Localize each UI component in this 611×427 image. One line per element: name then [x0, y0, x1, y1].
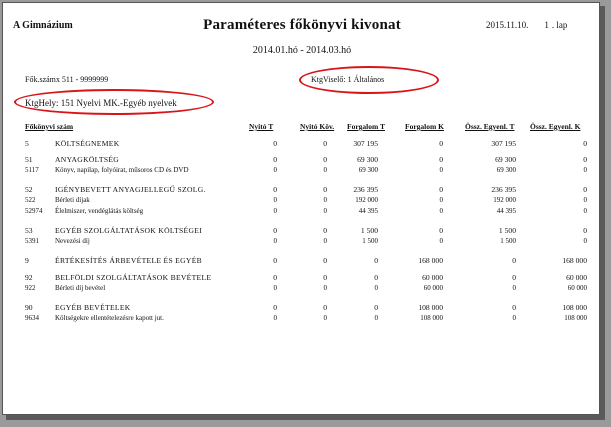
account-name: Nevezési díj	[55, 237, 90, 245]
group-row	[25, 256, 587, 267]
amount-cell: 60 000	[422, 273, 443, 282]
amount-cell: 236 395	[353, 185, 378, 194]
account-range-filter: Fők.számx 511 - 9999999	[25, 75, 109, 84]
amount-cell: 236 395	[491, 185, 516, 194]
print-date: 2015.11.10.	[486, 20, 529, 30]
account-code: 90	[25, 303, 33, 312]
amount-cell: 0	[583, 166, 587, 174]
amount-cell: 0	[273, 284, 277, 292]
amount-cell: 0	[273, 226, 277, 235]
amount-cell: 0	[273, 196, 277, 204]
account-name: IGÉNYBEVETT ANYAGJELLEGŰ SZOLG.	[55, 185, 206, 194]
amount-cell: 69 300	[496, 166, 516, 174]
amount-cell: 0	[323, 185, 327, 194]
account-code: 9634	[25, 314, 39, 322]
amount-cell: 0	[583, 155, 587, 164]
account-row	[25, 284, 587, 295]
amount-cell: 0	[512, 303, 516, 312]
account-code: 522	[25, 196, 36, 204]
amount-cell: 168 000	[418, 256, 443, 265]
col-turnover-debit: Forgalom T	[347, 122, 385, 131]
report-title: Paraméteres főkönyvi kivonat	[203, 17, 401, 33]
report-period: 2014.01.hó - 2014.03.hó	[252, 45, 352, 56]
amount-cell: 0	[323, 139, 327, 148]
amount-cell: 0	[323, 314, 327, 322]
amount-cell: 0	[273, 207, 277, 215]
amount-cell: 0	[512, 273, 516, 282]
amount-cell: 0	[323, 196, 327, 204]
account-code: 9	[25, 256, 29, 265]
amount-cell: 108 000	[420, 314, 443, 322]
account-name: Könyv, napilap, folyóirat, műsoros CD és DVD	[55, 166, 189, 174]
amount-cell: 1 500	[500, 237, 516, 245]
account-name: EGYÉB BEVÉTELEK	[55, 303, 131, 312]
amount-cell: 1 500	[360, 226, 378, 235]
page-number: 1	[544, 20, 549, 30]
amount-cell: 0	[512, 314, 516, 322]
amount-cell: 0	[439, 155, 443, 164]
amount-cell: 0	[323, 256, 327, 265]
account-row	[25, 314, 587, 325]
account-code: 53	[25, 226, 33, 235]
account-code: 52974	[25, 207, 43, 215]
amount-cell: 192 000	[493, 196, 516, 204]
amount-cell: 0	[323, 155, 327, 164]
organization-name: A Gimnázium	[13, 20, 73, 31]
amount-cell: 0	[323, 166, 327, 174]
account-name: KÖLTSÉGNEMEK	[55, 139, 120, 148]
group-row	[25, 226, 587, 237]
account-code: 5117	[25, 166, 39, 174]
amount-cell: 0	[273, 139, 277, 148]
account-name: Bérleti díjak	[55, 196, 90, 204]
col-opening-credit: Nyitó Köv.	[300, 122, 335, 131]
amount-cell: 69 300	[495, 155, 516, 164]
amount-cell: 0	[439, 196, 443, 204]
account-name: ÉRTÉKESÍTÉS ÁRBEVÉTELE ÉS EGYÉB	[55, 256, 202, 265]
amount-cell: 44 395	[496, 207, 516, 215]
amount-cell: 0	[439, 139, 443, 148]
amount-cell: 0	[583, 237, 587, 245]
account-row	[25, 207, 587, 218]
amount-cell: 0	[323, 284, 327, 292]
amount-cell: 0	[273, 256, 277, 265]
amount-cell: 0	[273, 166, 277, 174]
amount-cell: 0	[583, 226, 587, 235]
amount-cell: 0	[374, 284, 378, 292]
page-label: . lap	[551, 20, 568, 30]
amount-cell: 0	[439, 226, 443, 235]
cost-center-highlight-oval	[14, 89, 214, 115]
amount-cell: 0	[374, 314, 378, 322]
account-code: 51	[25, 155, 33, 164]
report-page	[2, 2, 600, 415]
account-name: BELFÖLDI SZOLGÁLTATÁSOK BEVÉTELE	[55, 273, 212, 282]
amount-cell: 1 500	[498, 226, 516, 235]
amount-cell: 1 500	[362, 237, 378, 245]
amount-cell: 0	[273, 303, 277, 312]
amount-cell: 0	[583, 139, 587, 148]
account-name: Költségekre ellentételezésre kapott jut.	[55, 314, 164, 322]
page-shadow-right	[600, 6, 605, 419]
amount-cell: 168 000	[562, 256, 587, 265]
amount-cell: 0	[439, 166, 443, 174]
group-row	[25, 155, 587, 166]
amount-cell: 307 195	[353, 139, 378, 148]
amount-cell: 0	[583, 207, 587, 215]
amount-cell: 0	[512, 284, 516, 292]
group-row	[25, 139, 587, 150]
amount-cell: 0	[323, 273, 327, 282]
account-code: 922	[25, 284, 36, 292]
amount-cell: 0	[374, 273, 378, 282]
amount-cell: 0	[323, 237, 327, 245]
amount-cell: 0	[439, 207, 443, 215]
amount-cell: 108 000	[562, 303, 587, 312]
amount-cell: 0	[439, 185, 443, 194]
group-row	[25, 185, 587, 196]
amount-cell: 0	[273, 273, 277, 282]
amount-cell: 0	[273, 185, 277, 194]
account-row	[25, 166, 587, 177]
cost-bearer-highlight-oval	[299, 66, 439, 94]
amount-cell: 0	[374, 303, 378, 312]
page-shadow-bottom	[6, 415, 605, 420]
amount-cell: 0	[323, 303, 327, 312]
account-code: 92	[25, 273, 33, 282]
amount-cell: 69 300	[358, 166, 378, 174]
account-row	[25, 237, 587, 248]
account-name: ANYAGKÖLTSÉG	[55, 155, 120, 164]
amount-cell: 0	[374, 256, 378, 265]
amount-cell: 108 000	[418, 303, 443, 312]
group-row	[25, 273, 587, 284]
amount-cell: 307 195	[491, 139, 516, 148]
amount-cell: 60 000	[567, 284, 587, 292]
amount-cell: 0	[583, 196, 587, 204]
amount-cell: 0	[273, 155, 277, 164]
amount-cell: 69 300	[357, 155, 378, 164]
col-opening-debit: Nyitó T	[249, 122, 274, 131]
account-name: EGYÉB SZOLGÁLTATÁSOK KÖLTSÉGEI	[55, 226, 203, 235]
account-code: 52	[25, 185, 33, 194]
col-account: Főkönyvi szám	[25, 122, 74, 131]
amount-cell: 0	[273, 314, 277, 322]
amount-cell: 108 000	[564, 314, 587, 322]
amount-cell: 0	[439, 237, 443, 245]
account-name: Élelmiszer, vendéglátás költség	[55, 207, 144, 215]
col-balance-debit: Össz. Egyenl. T	[465, 122, 515, 131]
cost-bearer-filter: KtgViselő: 1 Általános	[311, 75, 385, 84]
amount-cell: 44 395	[358, 207, 378, 215]
col-turnover-credit: Forgalom K	[405, 122, 444, 131]
header-right	[486, 20, 567, 30]
amount-cell: 0	[512, 256, 516, 265]
amount-cell: 60 000	[423, 284, 443, 292]
column-headers	[25, 122, 587, 134]
account-code: 5	[25, 139, 29, 148]
cost-center-filter: KtgHely: 151 Nyelvi MK.-Egyéb nyelvek	[25, 98, 177, 108]
amount-cell: 0	[323, 207, 327, 215]
group-row	[25, 303, 587, 314]
account-name: Bérleti díj bevétel	[55, 284, 106, 292]
amount-cell: 60 000	[566, 273, 587, 282]
amount-cell: 0	[323, 226, 327, 235]
account-row	[25, 196, 587, 207]
amount-cell: 192 000	[355, 196, 378, 204]
amount-cell: 0	[583, 185, 587, 194]
col-balance-credit: Össz. Egyenl. K	[530, 122, 581, 131]
account-code: 5391	[25, 237, 39, 245]
amount-cell: 0	[273, 237, 277, 245]
